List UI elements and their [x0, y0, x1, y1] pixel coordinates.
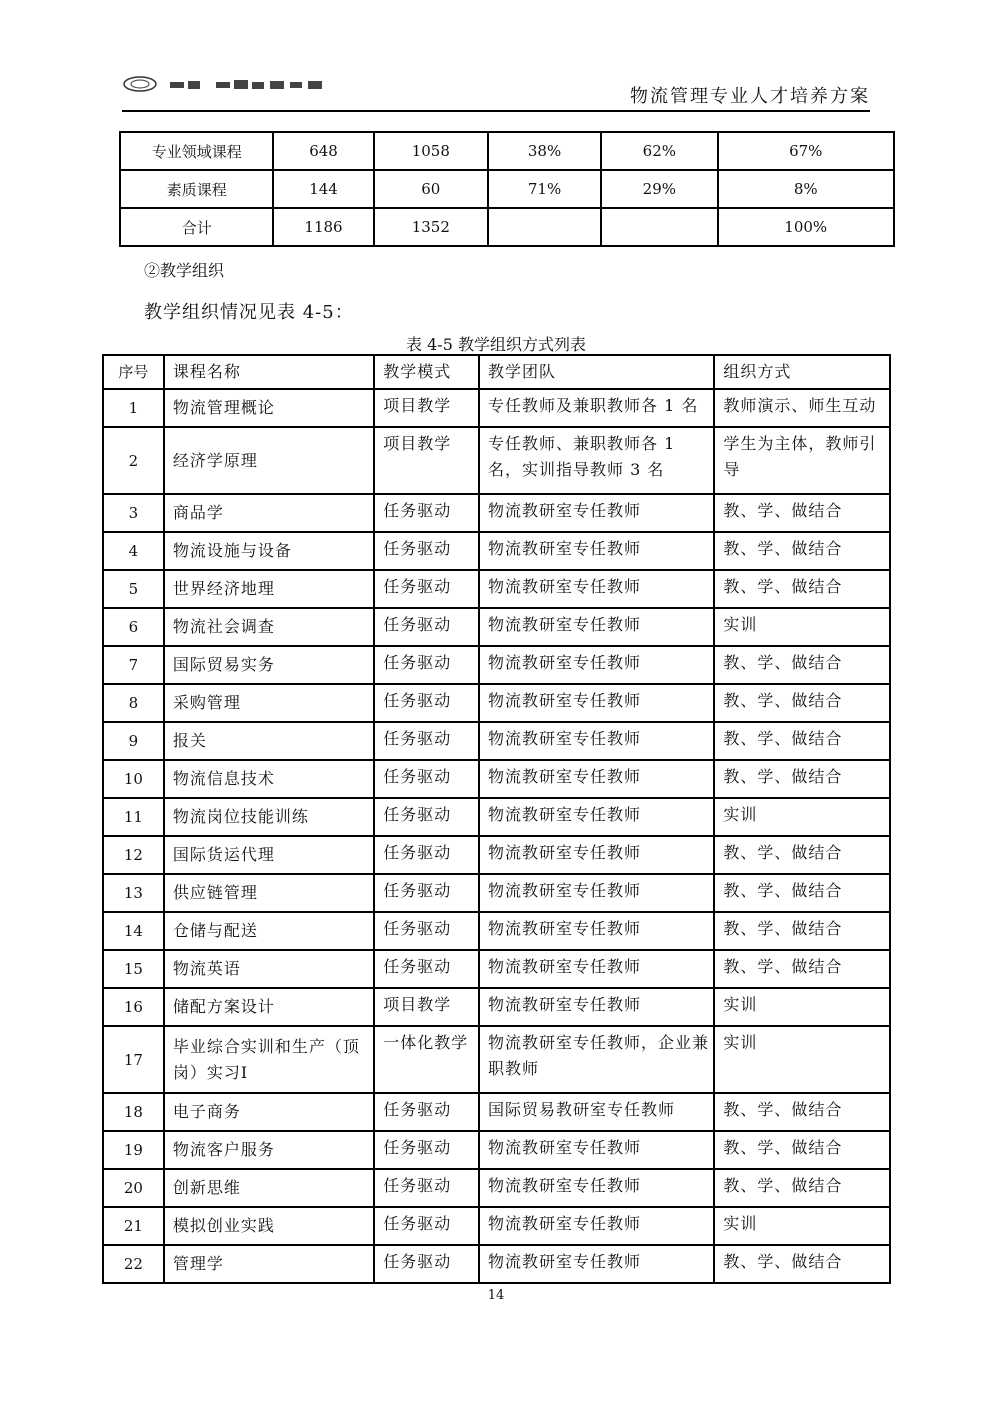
summary-cell: 29% [601, 170, 717, 208]
table-row [103, 646, 890, 684]
summary-cell [488, 208, 601, 246]
row-number: 9 [103, 722, 164, 760]
teaching-team: 物流教研室专任教师 [479, 570, 714, 608]
teaching-mode: 任务驱动 [374, 1207, 479, 1245]
organization-method: 教、学、做结合 [714, 874, 890, 912]
teaching-mode: 任务驱动 [374, 646, 479, 684]
teaching-team: 物流教研室专任教师 [479, 798, 714, 836]
teaching-team: 物流教研室专任教师 [479, 874, 714, 912]
summary-cell: 144 [273, 170, 373, 208]
summary-cell: 38% [488, 132, 601, 170]
summary-cell: 100% [718, 208, 895, 246]
summary-cell: 67% [718, 132, 895, 170]
teaching-mode: 项目教学 [374, 389, 479, 427]
course-name: 电子商务 [164, 1093, 374, 1131]
organization-method: 教、学、做结合 [714, 1093, 890, 1131]
table-row [103, 874, 890, 912]
header-teaching-mode: 教学模式 [374, 355, 479, 389]
header-organization-method: 组织方式 [714, 355, 890, 389]
header-teaching-team: 教学团队 [479, 355, 714, 389]
teaching-team: 物流教研室专任教师 [479, 684, 714, 722]
table-caption: 表 4-5 教学组织方式列表 [406, 335, 586, 354]
teaching-team: 物流教研室专任教师 [479, 1207, 714, 1245]
row-number: 2 [103, 427, 164, 494]
row-number: 15 [103, 950, 164, 988]
teaching-team: 物流教研室专任教师 [479, 722, 714, 760]
table-row [103, 608, 890, 646]
table-header-row [103, 355, 890, 389]
course-name: 管理学 [164, 1245, 374, 1283]
table-row [103, 532, 890, 570]
summary-cell: 1352 [374, 208, 488, 246]
teaching-mode: 任务驱动 [374, 1169, 479, 1207]
organization-method: 教、学、做结合 [714, 1131, 890, 1169]
organization-method: 教、学、做结合 [714, 912, 890, 950]
table-row [103, 912, 890, 950]
teaching-mode: 任务驱动 [374, 1093, 479, 1131]
row-number: 11 [103, 798, 164, 836]
table-row [103, 722, 890, 760]
table-row [103, 1245, 890, 1283]
organization-method: 教、学、做结合 [714, 494, 890, 532]
teaching-mode: 任务驱动 [374, 950, 479, 988]
row-number: 20 [103, 1169, 164, 1207]
organization-method: 实训 [714, 798, 890, 836]
document-title: 物流管理专业人才培养方案 [630, 86, 870, 107]
teaching-mode: 任务驱动 [374, 494, 479, 532]
summary-cell: 62% [601, 132, 717, 170]
teaching-team: 物流教研室专任教师 [479, 1169, 714, 1207]
teaching-team: 专任教师及兼职教师各 1 名 [479, 389, 714, 427]
summary-row [120, 132, 894, 170]
table-row [103, 1169, 890, 1207]
organization-method: 教、学、做结合 [714, 1169, 890, 1207]
summary-cell: 71% [488, 170, 601, 208]
summary-row [120, 208, 894, 246]
teaching-mode: 任务驱动 [374, 722, 479, 760]
course-name: 国际贸易实务 [164, 646, 374, 684]
organization-method: 实训 [714, 988, 890, 1026]
teaching-team: 物流教研室专任教师，企业兼职教师 [479, 1026, 714, 1093]
row-number: 3 [103, 494, 164, 532]
organization-method: 实训 [714, 608, 890, 646]
teaching-mode: 任务驱动 [374, 912, 479, 950]
row-number: 5 [103, 570, 164, 608]
organization-method: 学生为主体，教师引导 [714, 427, 890, 494]
course-name: 世界经济地理 [164, 570, 374, 608]
organization-method: 教、学、做结合 [714, 722, 890, 760]
table-row [103, 684, 890, 722]
summary-cell [601, 208, 717, 246]
organization-method: 教、学、做结合 [714, 1245, 890, 1283]
course-name: 仓储与配送 [164, 912, 374, 950]
row-number: 13 [103, 874, 164, 912]
table-row [103, 1131, 890, 1169]
teaching-mode: 任务驱动 [374, 760, 479, 798]
course-name: 物流社会调查 [164, 608, 374, 646]
teaching-team: 专任教师、兼职教师各 1 名，实训指导教师 3 名 [479, 427, 714, 494]
row-number: 8 [103, 684, 164, 722]
teaching-mode: 任务驱动 [374, 1131, 479, 1169]
course-name: 储配方案设计 [164, 988, 374, 1026]
course-name: 经济学原理 [164, 427, 374, 494]
summary-cell: 专业领域课程 [120, 132, 273, 170]
row-number: 1 [103, 389, 164, 427]
organization-method: 教、学、做结合 [714, 646, 890, 684]
teaching-team: 物流教研室专任教师 [479, 532, 714, 570]
table-row [103, 836, 890, 874]
course-name: 物流客户服务 [164, 1131, 374, 1169]
teaching-mode: 一体化教学 [374, 1026, 479, 1093]
course-name: 物流岗位技能训练 [164, 798, 374, 836]
teaching-team: 物流教研室专任教师 [479, 646, 714, 684]
organization-method: 教、学、做结合 [714, 532, 890, 570]
row-number: 10 [103, 760, 164, 798]
teaching-mode: 任务驱动 [374, 570, 479, 608]
intro-paragraph: 教学组织情况见表 4-5： [144, 302, 354, 323]
course-name: 国际货运代理 [164, 836, 374, 874]
summary-cell: 8% [718, 170, 895, 208]
teaching-team: 物流教研室专任教师 [479, 1245, 714, 1283]
organization-method: 教、学、做结合 [714, 836, 890, 874]
course-name: 创新思维 [164, 1169, 374, 1207]
page-header [122, 70, 870, 112]
teaching-team: 物流教研室专任教师 [479, 950, 714, 988]
row-number: 7 [103, 646, 164, 684]
summary-cell: 1058 [374, 132, 488, 170]
table-row [103, 1093, 890, 1131]
teaching-team: 物流教研室专任教师 [479, 494, 714, 532]
table-row [103, 760, 890, 798]
table-row [103, 1207, 890, 1245]
course-name: 采购管理 [164, 684, 374, 722]
summary-cell: 1186 [273, 208, 373, 246]
teaching-team: 物流教研室专任教师 [479, 760, 714, 798]
teaching-mode: 任务驱动 [374, 1245, 479, 1283]
teaching-team: 物流教研室专任教师 [479, 988, 714, 1026]
teaching-mode: 任务驱动 [374, 874, 479, 912]
organization-method: 教、学、做结合 [714, 950, 890, 988]
summary-row [120, 170, 894, 208]
course-name: 物流设施与设备 [164, 532, 374, 570]
course-name: 报关 [164, 722, 374, 760]
row-number: 4 [103, 532, 164, 570]
header-course-name: 课程名称 [164, 355, 374, 389]
summary-cell: 60 [374, 170, 488, 208]
summary-cell: 素质课程 [120, 170, 273, 208]
organization-method: 教师演示、师生互动 [714, 389, 890, 427]
table-row [103, 494, 890, 532]
teaching-team: 物流教研室专任教师 [479, 912, 714, 950]
table-row [103, 570, 890, 608]
summary-cell: 648 [273, 132, 373, 170]
row-number: 21 [103, 1207, 164, 1245]
table-row [103, 1026, 890, 1093]
course-name: 物流英语 [164, 950, 374, 988]
organization-method: 教、学、做结合 [714, 684, 890, 722]
teaching-mode: 任务驱动 [374, 798, 479, 836]
teaching-mode: 任务驱动 [374, 532, 479, 570]
school-logo-icon [122, 74, 342, 96]
organization-method: 教、学、做结合 [714, 570, 890, 608]
header-row-number: 序号 [103, 355, 164, 389]
course-name: 商品学 [164, 494, 374, 532]
course-name: 模拟创业实践 [164, 1207, 374, 1245]
teaching-mode: 任务驱动 [374, 836, 479, 874]
summary-table [119, 131, 895, 247]
section-heading: ②教学组织 [144, 261, 225, 280]
course-name: 毕业综合实训和生产（顶岗）实习Ⅰ [164, 1026, 374, 1093]
course-name: 供应链管理 [164, 874, 374, 912]
table-row [103, 427, 890, 494]
teaching-team: 物流教研室专任教师 [479, 836, 714, 874]
teaching-mode: 任务驱动 [374, 608, 479, 646]
row-number: 16 [103, 988, 164, 1026]
table-row [103, 950, 890, 988]
organization-method: 教、学、做结合 [714, 760, 890, 798]
teaching-mode: 项目教学 [374, 427, 479, 494]
row-number: 14 [103, 912, 164, 950]
organization-method: 实训 [714, 1026, 890, 1093]
table-row [103, 798, 890, 836]
row-number: 17 [103, 1026, 164, 1093]
page-number: 14 [487, 1288, 505, 1303]
row-number: 12 [103, 836, 164, 874]
table-row [103, 988, 890, 1026]
table-row [103, 389, 890, 427]
course-name: 物流信息技术 [164, 760, 374, 798]
teaching-team: 物流教研室专任教师 [479, 1131, 714, 1169]
row-number: 22 [103, 1245, 164, 1283]
course-name: 物流管理概论 [164, 389, 374, 427]
teaching-team: 物流教研室专任教师 [479, 608, 714, 646]
row-number: 18 [103, 1093, 164, 1131]
teaching-team: 国际贸易教研室专任教师 [479, 1093, 714, 1131]
summary-cell: 合计 [120, 208, 273, 246]
teaching-mode: 任务驱动 [374, 684, 479, 722]
row-number: 19 [103, 1131, 164, 1169]
row-number: 6 [103, 608, 164, 646]
teaching-mode: 项目教学 [374, 988, 479, 1026]
teaching-organization-table [102, 354, 891, 1284]
organization-method: 实训 [714, 1207, 890, 1245]
